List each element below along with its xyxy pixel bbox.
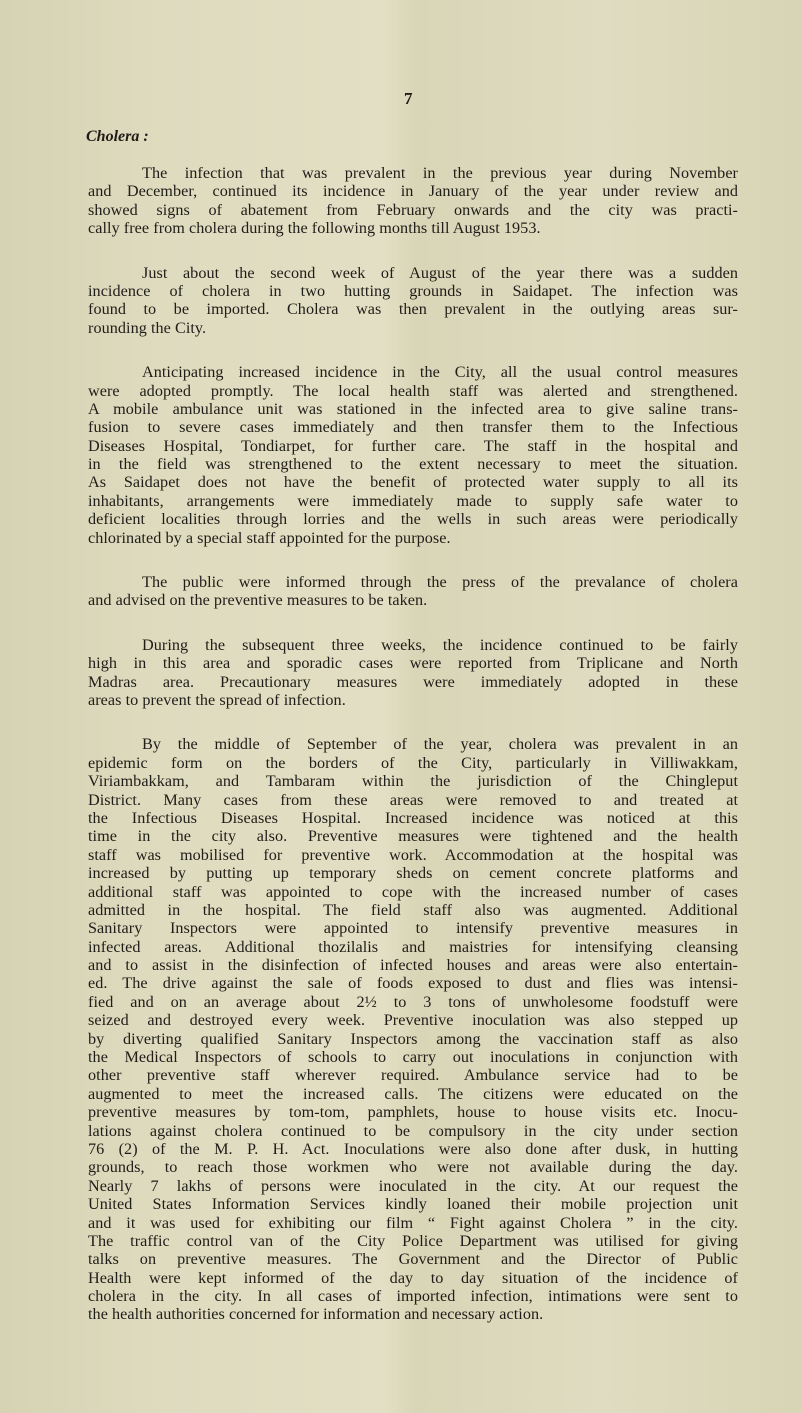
- text-line: and December, continued its incidence in January of the year under review and: [88, 182, 738, 201]
- text-line: District. Many cases from these areas were removed to and treated at: [88, 790, 738, 809]
- text-line: Diseases Hospital, Tondiarpet, for further care. The staff in the hospital and: [88, 436, 738, 455]
- section-heading: Cholera :: [86, 128, 149, 145]
- text-line: incidence of cholera in two hutting grounds in Saidapet. The infection was: [88, 281, 738, 300]
- text-line: Sanitary Inspectors were appointed to intensify preventive measures in: [88, 919, 738, 938]
- text-line: high in this area and sporadic cases were reported from Triplicane and North: [88, 654, 738, 673]
- text-line: deficient localities through lorries and the wells in such areas were periodically: [88, 510, 738, 529]
- text-line: other preventive staff wherever required. Ambulance service had to be: [88, 1066, 738, 1085]
- text-line: additional staff was appointed to cope with the increased number of cases: [88, 882, 738, 901]
- text-line: were adopted promptly. The local health staff was alerted and strengthened.: [88, 381, 738, 400]
- text-line: Viriambakkam, and Tambaram within the jurisdiction of the Chingleput: [88, 772, 738, 791]
- text-line: increased by putting up temporary sheds on cement concrete platforms and: [88, 864, 738, 883]
- text-line: Anticipating increased incidence in the City, all the usual control measures: [142, 363, 738, 382]
- text-line: Health were kept informed of the day to day situation of the incidence of: [88, 1268, 738, 1287]
- text-line: inhabitants, arrangements were immediately made to supply safe water to: [88, 491, 738, 510]
- paragraph: [88, 573, 738, 610]
- text-line: 76 (2) of the M. P. H. Act. Inoculations were also done after dusk, in hutting: [88, 1139, 738, 1158]
- paragraph: [88, 164, 738, 238]
- text-line: epidemic form on the borders of the City, particularly in Villiwakkam,: [88, 753, 738, 772]
- text-line: lations against cholera continued to be compulsory in the city under section: [88, 1121, 738, 1140]
- text-line: infected areas. Additional thozilalis and maistries for intensifying cleansing: [88, 937, 738, 956]
- text-line: grounds, to reach those workmen who were not available during the day.: [88, 1158, 738, 1177]
- text-line: areas to prevent the spread of infection.: [88, 690, 346, 709]
- text-line: fusion to severe cases immediately and then transfer them to the Infectious: [88, 418, 738, 437]
- text-line: augmented to meet the increased calls. The citizens were educated on the: [88, 1084, 738, 1103]
- text-line: in the field was strengthened to the extent necessary to meet the situation.: [88, 455, 738, 474]
- document-body: [88, 164, 738, 1350]
- text-line: rounding the City.: [88, 318, 207, 337]
- text-line: A mobile ambulance unit was stationed in the infected area to give saline trans-: [88, 399, 738, 418]
- text-line: the health authorities concerned for information and necessary action.: [88, 1305, 544, 1324]
- text-line: During the subsequent three weeks, the incidence continued to be fairly: [142, 635, 738, 654]
- text-line: As Saidapet does not have the benefit of protected water supply to all its: [88, 473, 738, 492]
- text-line: seized and destroyed every week. Preventive inoculation was also stepped up: [88, 1011, 738, 1030]
- text-line: The infection that was prevalent in the previous year during November: [142, 164, 738, 182]
- text-line: time in the city also. Preventive measures were tightened and the health: [88, 827, 738, 846]
- text-line: fied and on an average about 2½ to 3 tons of unwholesome foodstuff were: [88, 992, 738, 1011]
- text-line: admitted in the hospital. The field staff also was augmented. Additional: [88, 900, 738, 919]
- text-line: and advised on the preventive measures to be taken.: [88, 591, 428, 610]
- paragraph: [88, 636, 738, 710]
- text-line: talks on preventive measures. The Government and the Director of Public: [88, 1250, 738, 1269]
- text-line: Madras area. Precautionary measures were immediately adopted in these: [88, 672, 738, 691]
- text-line: found to be imported. Cholera was then prevalent in the outlying areas sur-: [88, 300, 738, 319]
- text-line: The traffic control van of the City Police Department was utilised for giving: [88, 1231, 738, 1250]
- text-line: By the middle of September of the year, cholera was prevalent in an: [142, 735, 738, 754]
- text-line: The public were informed through the press of the prevalance of cholera: [142, 573, 738, 592]
- text-line: preventive measures by tom-tom, pamphlets, house to house visits etc. Inocu-: [88, 1103, 738, 1122]
- text-line: chlorinated by a special staff appointed for the purpose.: [88, 528, 451, 547]
- text-line: the Medical Inspectors of schools to carry out inoculations in conjunction with: [88, 1048, 738, 1067]
- text-line: and to assist in the disinfection of infected houses and areas were also entertain-: [88, 956, 738, 975]
- text-line: ed. The drive against the sale of foods exposed to dust and flies was intensi-: [88, 974, 738, 993]
- paragraph: [88, 735, 738, 1324]
- page-number: 7: [404, 89, 413, 108]
- text-line: and it was used for exhibiting our film “ Fight against Cholera ” in the city.: [88, 1213, 738, 1232]
- text-line: cholera in the city. In all cases of imported infection, intimations were sent to: [88, 1287, 738, 1306]
- text-line: Just about the second week of August of the year there was a sudden: [142, 263, 738, 282]
- text-line: United States Information Services kindly loaned their mobile projection unit: [88, 1195, 738, 1214]
- text-line: by diverting qualified Sanitary Inspectors among the vaccination staff as also: [88, 1029, 738, 1048]
- text-line: showed signs of abatement from February onwards and the city was practi-: [88, 200, 738, 219]
- text-line: Nearly 7 lakhs of persons were inoculated in the city. At our request the: [88, 1176, 738, 1195]
- paragraph: [88, 264, 738, 338]
- paragraph: [88, 363, 738, 547]
- text-line: the Infectious Diseases Hospital. Increased incidence was noticed at this: [88, 808, 738, 827]
- text-line: staff was mobilised for preventive work. Accommodation at the hospital was: [88, 845, 738, 864]
- text-line: cally free from cholera during the following months till August 1953.: [88, 219, 541, 238]
